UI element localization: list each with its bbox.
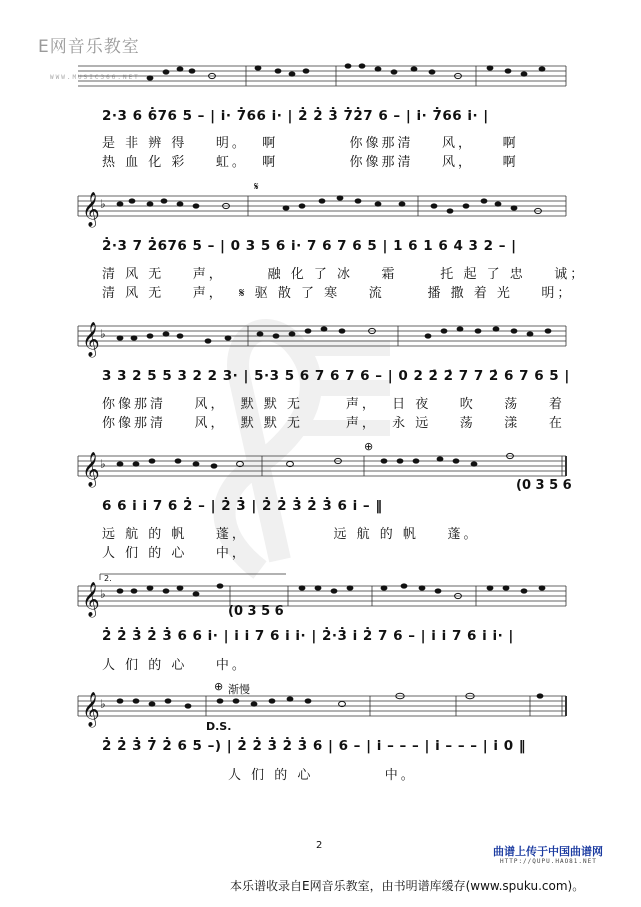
staff-line-5	[0, 568, 641, 628]
lyric-line-6: 人 们 的 心 中。	[228, 768, 417, 783]
segno-mark-icon: 𝄋	[254, 180, 259, 193]
lyric-line-1b: 热 血 化 彩 虹。 啊 你像那清 风， 啊	[102, 155, 519, 170]
svg-text:♭: ♭	[100, 587, 106, 601]
lyric-line-3b: 你像那清 风， 默 默 无 声， 永 远 荡 漾 在	[102, 416, 565, 431]
uploader-title: 曲谱上传于中国曲谱网	[493, 845, 603, 858]
footer-note: 本乐谱收录自E网音乐教室，由书明谱库缓存(www.spuku.com)。	[230, 879, 585, 893]
jianpu-line-6: 2̇ 2̇ 3̇ 7̇ 2̇ 6 5 –) | 2̇ 2̇ 3̇ 2̇ 3̇ 6 | 6 – | i – – – | i – – – | i 0 ‖	[102, 738, 527, 754]
lyric-line-2b: 清 风 无 声， 𝄋 驱 散 了 寒 流 播 撒 着 光 明；	[102, 286, 574, 301]
volta-label: 2.	[104, 574, 112, 583]
lyric-line-4a: 远 航 的 帆 蓬， 远 航 的 帆 蓬。	[102, 527, 480, 542]
coda-intro-1: (0 3 5 6	[516, 478, 572, 493]
jianpu-line-5: 2̇ 2̇ 3̇ 2̇ 3̇ 6 6 i· | i i 7 6 i i· | 2̇·3̇ i 2̇ 7 6 – | i i 7 6 i i· |	[102, 628, 514, 644]
page-number: 2	[316, 840, 323, 851]
coda-intro-2: (0 3 5 6	[228, 604, 284, 619]
lyric-line-1a: 是 非 辨 得 明。 啊 你像那清 风， 啊	[102, 136, 519, 151]
jianpu-line-3: 3 3 2 5 5 3 2 2 3· | 5·3 5 6 7 6 7 6 – | 0 2 2̇ 2̇ 7 7 2̇ 6 7 6 5 |	[102, 368, 570, 384]
svg-text:♭: ♭	[100, 197, 106, 211]
svg-text:𝄞: 𝄞	[82, 192, 100, 227]
svg-text:𝄞: 𝄞	[82, 322, 100, 357]
svg-text:𝄞: 𝄞	[82, 692, 100, 727]
watermark-logo: E网音乐教室	[38, 37, 140, 57]
coda-mark-icon: ⊕	[364, 440, 374, 453]
svg-text:♭: ♭	[100, 457, 106, 471]
jianpu-line-1: 2·3 6 6̇76 5 – | i· 7̇66 i· | 2̇ 2̇ 3̇ 7̇2̇7 6 – | i· 7̇66 i· |	[102, 108, 489, 124]
tempo-slow-label: 渐慢	[228, 683, 250, 696]
watermark-url: WWW.MUSIC366.NET	[50, 74, 140, 81]
lyric-line-3a: 你像那清 风， 默 默 无 声， 日 夜 吹 荡 着	[102, 397, 565, 412]
lyric-line-5: 人 们 的 心 中。	[102, 658, 248, 673]
svg-text:♭: ♭	[100, 327, 106, 341]
lyric-line-4b: 人 们 的 心 中，	[102, 546, 248, 561]
ds-label: D.S.	[206, 720, 232, 733]
lyric-line-2a: 清 风 无 声， 融 化 了 冰 霜 托 起 了 忠 诚；	[102, 267, 587, 282]
uploader-url[interactable]: HTTP://QUPU.HAO81.NET	[500, 858, 597, 865]
coda-mark-2-icon: ⊕	[214, 680, 224, 693]
jianpu-line-2: 2̇·3 7 2̇676 5 – | 0 3 5 6 i· 7 6 7 6 5 | 1 6 1 6 4 3 2 – |	[102, 238, 517, 254]
svg-text:𝄞: 𝄞	[82, 452, 100, 487]
svg-text:𝄞: 𝄞	[82, 582, 100, 617]
svg-text:♭: ♭	[100, 697, 106, 711]
jianpu-line-4: 6 6 i i 7 6 2̇ – | 2̇ 3̇ | 2̇ 2̇ 3̇ 2̇ 3̇ 6 i – ‖	[102, 498, 383, 514]
